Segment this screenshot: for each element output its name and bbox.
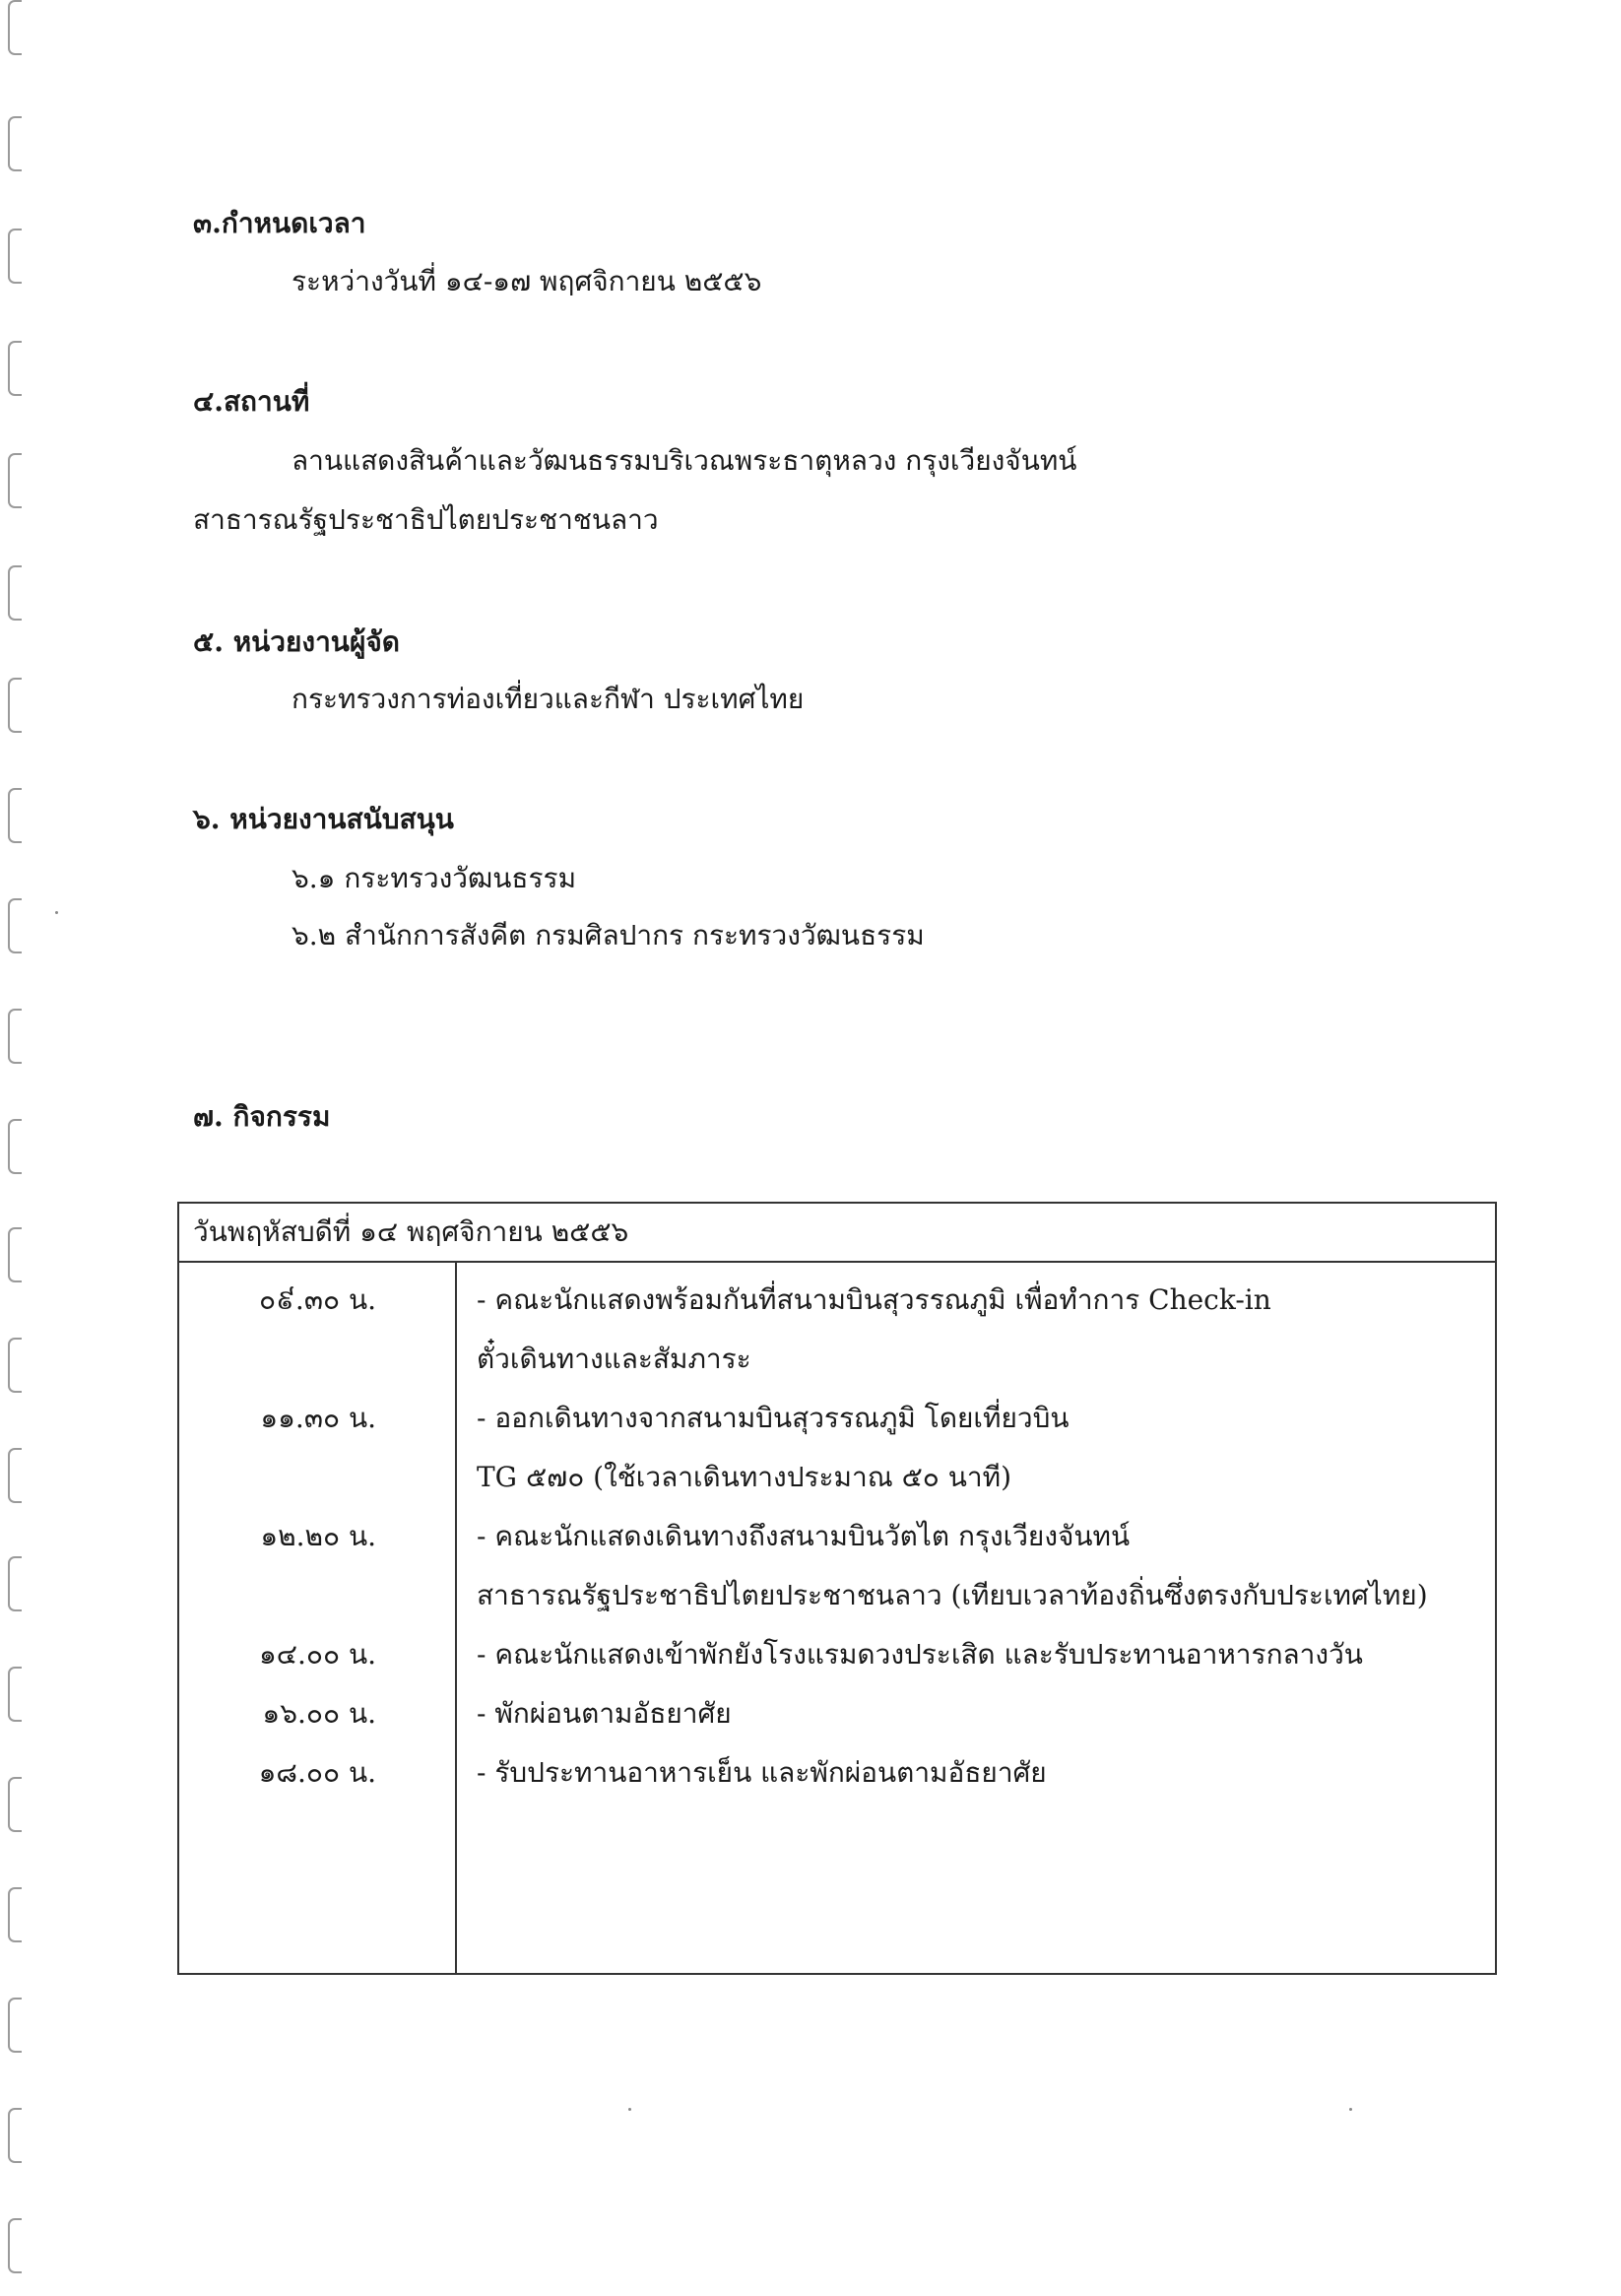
section-3-heading: ๓.กำหนดเวลา	[193, 207, 366, 239]
binder-ring	[8, 2108, 22, 2163]
schedule-description-continued: ตั๋วเดินทางและสัมภาระ	[477, 1343, 751, 1375]
schedule-description-continued: สาธารณรัฐประชาธิปไตยประชาชนลาว (เทียบเวลาท้องถิ่นซึ่งตรงกับประเทศไทย)	[477, 1579, 1428, 1611]
binder-ring	[8, 1777, 22, 1832]
schedule-time: ๑๖.๐๐ น.	[262, 1697, 376, 1730]
binder-ring	[8, 0, 22, 55]
schedule-description: - คณะนักแสดงพร้อมกันที่สนามบินสุวรรณภูมิ เพื่อทำการ Check-in	[477, 1283, 1271, 1316]
binder-ring	[8, 1556, 22, 1611]
schedule-description-continued: TG ๕๗๐ (ใช้เวลาเดินทางประมาณ ๕๐ นาที)	[477, 1461, 1012, 1493]
binder-ring	[8, 229, 22, 284]
section-6-item-1: ๖.๑ กระทรวงวัฒนธรรม	[292, 862, 577, 894]
binder-ring	[8, 453, 22, 508]
binder-rings	[8, 0, 28, 2296]
binder-ring	[8, 1227, 22, 1282]
binder-ring	[8, 1887, 22, 1942]
binder-ring	[8, 678, 22, 733]
schedule-description: - ออกเดินทางจากสนามบินสุวรรณภูมิ โดยเที่ยวบิน	[477, 1402, 1070, 1434]
scan-speck	[1349, 2108, 1352, 2111]
section-7-heading: ๗. กิจกรรม	[193, 1100, 331, 1133]
schedule-table	[177, 1202, 1497, 1975]
section-5-heading: ๕. หน่วยงานผู้จัด	[193, 625, 400, 658]
schedule-description: - คณะนักแสดงเดินทางถึงสนามบินวัตไต กรุงเวียงจันทน์	[477, 1520, 1131, 1552]
section-3-text: ระหว่างวันที่ ๑๔-๑๗ พฤศจิกายน ๒๕๕๖	[292, 265, 762, 297]
binder-ring	[8, 116, 22, 171]
section-6-heading: ๖. หน่วยงานสนับสนุน	[193, 803, 454, 835]
schedule-day-title: วันพฤหัสบดีที่ ๑๔ พฤศจิกายน ๒๕๕๖	[179, 1204, 1495, 1263]
scan-speck	[628, 2108, 631, 2111]
binder-ring	[8, 341, 22, 396]
section-6-item-2: ๖.๒ สำนักการสังคีต กรมศิลปากร กระทรวงวัฒนธรรม	[292, 919, 925, 951]
binder-ring	[8, 1998, 22, 2053]
binder-ring	[8, 1119, 22, 1174]
section-4-line1: ลานแสดงสินค้าและวัฒนธรรมบริเวณพระธาตุหลวง กรุงเวียงจันทน์	[292, 444, 1077, 477]
binder-ring	[8, 788, 22, 843]
schedule-description: - รับประทานอาหารเย็น และพักผ่อนตามอัธยาศัย	[477, 1756, 1047, 1789]
binder-ring	[8, 1338, 22, 1393]
section-4-line2: สาธารณรัฐประชาธิปไตยประชาชนลาว	[193, 503, 659, 536]
schedule-description: - คณะนักแสดงเข้าพักยังโรงแรมดวงประเสิด และรับประทานอาหารกลางวัน	[477, 1638, 1363, 1671]
binder-ring	[8, 2218, 22, 2273]
binder-ring	[8, 898, 22, 953]
schedule-description: - พักผ่อนตามอัธยาศัย	[477, 1697, 732, 1730]
schedule-time: ๑๒.๒๐ น.	[260, 1520, 376, 1552]
section-4-heading: ๔.สถานที่	[193, 385, 310, 418]
binder-ring	[8, 565, 22, 621]
schedule-time: ๑๘.๐๐ น.	[258, 1756, 376, 1789]
scan-speck	[55, 911, 58, 914]
schedule-time: ๑๔.๐๐ น.	[259, 1638, 376, 1671]
binder-ring	[8, 1667, 22, 1722]
schedule-time: ๑๑.๓๐ น.	[260, 1402, 376, 1434]
section-5-text: กระทรวงการท่องเที่ยวและกีฬา ประเทศไทย	[292, 683, 805, 715]
binder-ring	[8, 1009, 22, 1064]
binder-ring	[8, 1448, 22, 1503]
schedule-time: ๐៩.๓๐ น.	[259, 1283, 376, 1316]
column-divider	[455, 1263, 457, 1973]
